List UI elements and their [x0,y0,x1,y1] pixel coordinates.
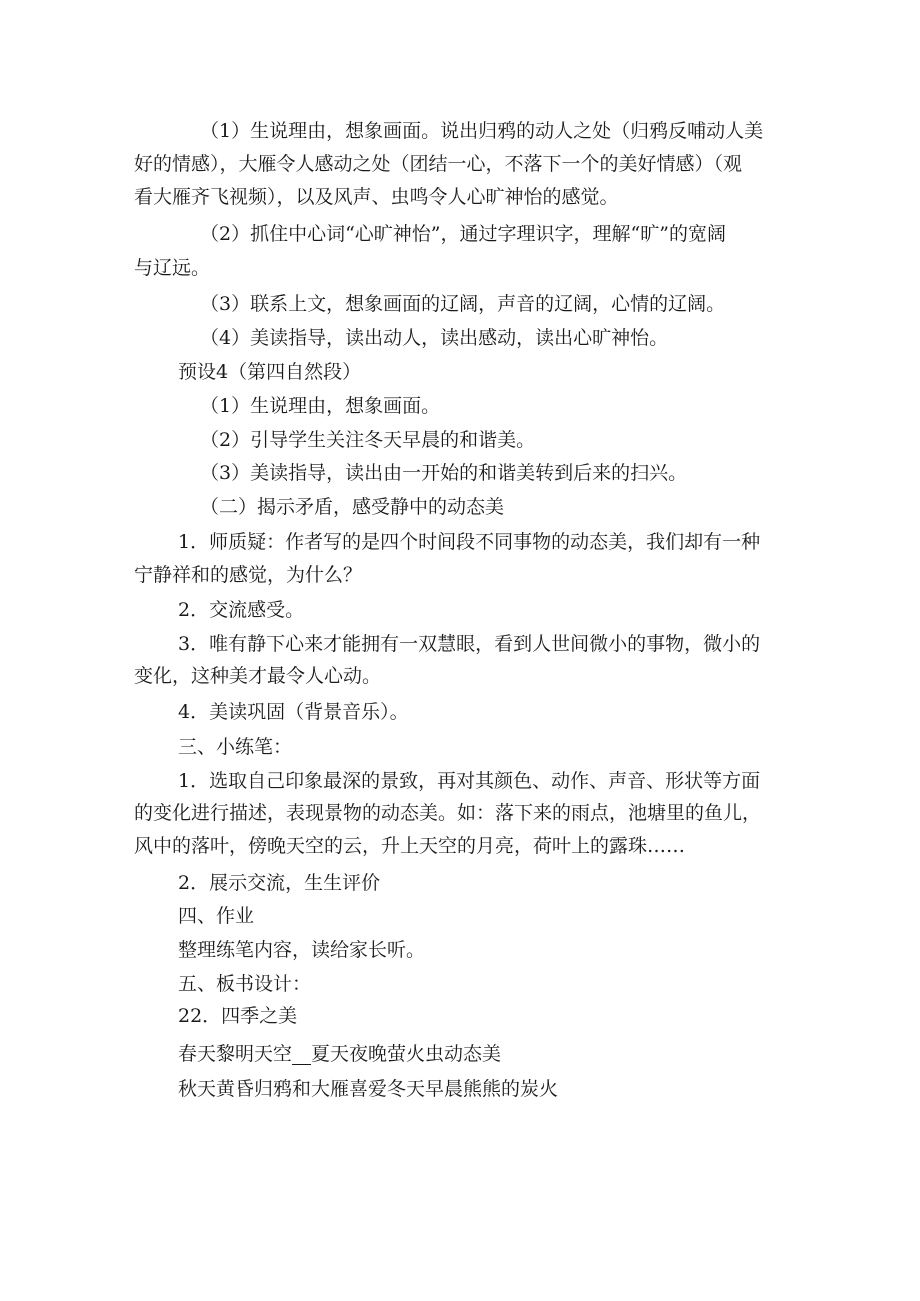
board-title: 22．四季之美 [178,1005,298,1027]
paragraph-line: 宁静祥和的感觉，为什么？ [134,564,363,586]
paragraph-line: 3．唯有静下心来才能拥有一双慧眼，看到人世间微小的事物，微小的 [178,633,761,655]
paragraph-line: （1）生说理由，想象画面。说出归鸦的动人之处（归鸦反哺动人美 [200,120,764,142]
section-heading: （二）揭示矛盾，感受静中的动态美 [200,496,505,518]
paragraph-line: 与辽远。 [134,257,211,279]
board-row [178,1042,501,1066]
paragraph-line: （1）生说理由，想象画面。 [200,395,441,417]
section-heading: 预设4（第四自然段） [178,361,362,383]
paragraph-line: 好的情感），大雁令人感动之处（团结一心，不落下一个的美好情感）（观 [134,153,743,175]
paragraph-line: （2）抓住中心词“心旷神怡”，通过字理识字，理解“旷”的宽阔 [200,223,726,245]
paragraph-line: 的变化进行描述，表现景物的动态美。如：落下来的雨点，池塘里的鱼儿， [134,802,762,824]
board-row: 秋天黄昏归鸦和大雁喜爱冬天早晨熊熊的炭火 [178,1078,559,1100]
paragraph-line: 2．展示交流，生生评价 [178,872,381,894]
paragraph-line: 4．美读巩固（背景音乐）。 [178,701,409,723]
paragraph-line: 风中的落叶，傍晚天空的云，升上天空的月亮，荷叶上的露珠…… [134,835,686,857]
paragraph-line: 1．选取自己印象最深的景致，再对其颜色、动作、声音、形状等方面 [178,770,761,792]
section-heading: 五、板书设计： [178,973,312,995]
section-heading: 四、作业 [178,905,255,927]
paragraph-line: （2）引导学生关注冬天早晨的和谐美。 [200,429,536,451]
board-connector [292,1043,311,1065]
paragraph-line: （3）美读指导，读出由一开始的和谐美转到后来的扫兴。 [200,462,688,484]
paragraph-line: （4）美读指导，读出动人，读出感动，读出心旷神怡。 [200,327,669,349]
paragraph-line: （3）联系上文，想象画面的辽阔，声音的辽阔，心情的辽阔。 [200,293,726,315]
paragraph-line: 看大雁齐飞视频），以及风声、虫鸣令人心旷神怡的感觉。 [134,186,619,208]
paragraph-line: 2．交流感受。 [178,599,305,621]
paragraph-line: 整理练笔内容，读给家长听。 [178,939,426,961]
section-heading: 三、小练笔： [178,736,293,758]
paragraph-line: 变化，这种美才最令人心动。 [134,665,382,687]
paragraph-line: 1．师质疑：作者写的是四个时间段不同事物的动态美，我们却有一种 [178,531,761,553]
board-item: 春天黎明天空 [178,1043,293,1065]
board-item: 夏天夜晚萤火虫动态美 [311,1043,502,1065]
